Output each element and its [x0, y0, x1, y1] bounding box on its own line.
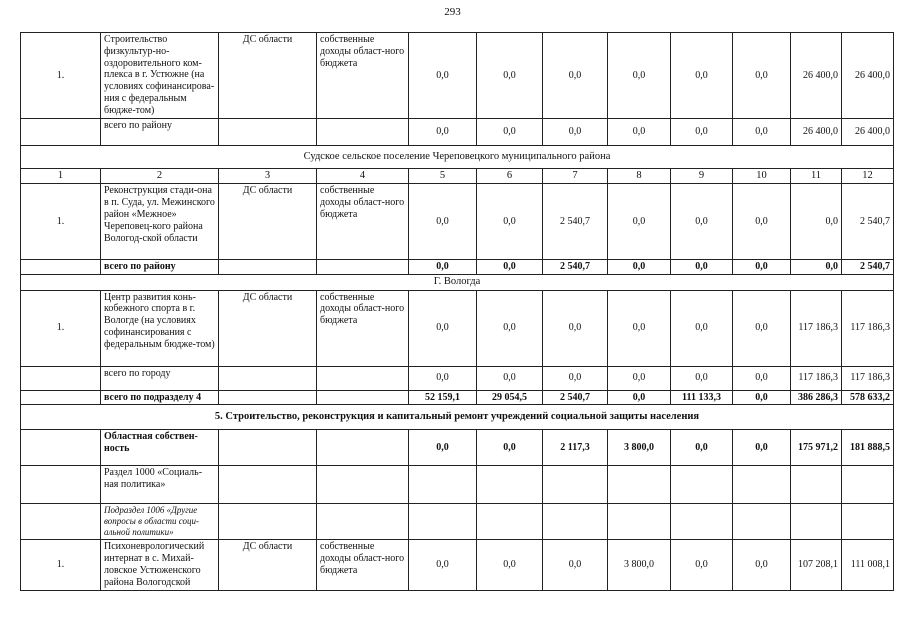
- amount-cell: 52 159,1: [409, 390, 477, 405]
- amount-cell: [791, 504, 842, 540]
- funding-source-cell: собственные доходы област-ного бюджета: [317, 290, 409, 366]
- amount-cell: [671, 504, 733, 540]
- amount-cell: 0,0: [608, 119, 671, 146]
- amount-cell: 2 117,3: [543, 430, 608, 466]
- amount-cell: [671, 466, 733, 504]
- amount-cell: 0,0: [477, 260, 543, 275]
- executor-cell: ДС области: [219, 290, 317, 366]
- amount-cell: 0,0: [543, 290, 608, 366]
- amount-cell: 26 400,0: [842, 119, 894, 146]
- amount-cell: 0,0: [409, 290, 477, 366]
- amount-cell: 0,0: [477, 540, 543, 590]
- amount-cell: 0,0: [671, 290, 733, 366]
- amount-cell: 0,0: [608, 390, 671, 405]
- row-number-cell: [21, 430, 101, 466]
- amount-cell: 0,0: [671, 540, 733, 590]
- section-heading: Г. Вологда: [21, 275, 894, 290]
- amount-cell: [477, 504, 543, 540]
- amount-cell: 0,0: [477, 430, 543, 466]
- row-number-cell: 1.: [21, 33, 101, 119]
- amount-cell: 0,0: [409, 366, 477, 390]
- amount-cell: 0,0: [477, 33, 543, 119]
- amount-cell: 0,0: [608, 184, 671, 260]
- amount-cell: 0,0: [477, 119, 543, 146]
- item-name: Областная собствен-ность: [101, 430, 219, 466]
- amount-cell: 3 800,0: [608, 540, 671, 590]
- item-name: Реконструкция стади-она в п. Суда, ул. Межинского район «Межное» Череповец-кого района Вологод-ской области: [101, 184, 219, 260]
- amount-cell: 0,0: [608, 366, 671, 390]
- table-row: [21, 390, 894, 405]
- page-number: 293: [444, 6, 461, 18]
- table-row: [21, 504, 894, 540]
- amount-cell: [477, 466, 543, 504]
- funding-source-cell: [317, 466, 409, 504]
- table-row: [21, 430, 894, 466]
- amount-cell: 0,0: [733, 430, 791, 466]
- table-row: [21, 169, 894, 184]
- amount-cell: [733, 504, 791, 540]
- funding-source-cell: [317, 504, 409, 540]
- amount-cell: 26 400,0: [842, 33, 894, 119]
- table-row: [21, 275, 894, 290]
- column-number: 3: [219, 169, 317, 184]
- funding-source-cell: собственные доходы област-ного бюджета: [317, 184, 409, 260]
- funding-source-cell: [317, 260, 409, 275]
- amount-cell: 3 800,0: [608, 430, 671, 466]
- item-name: всего по городу: [101, 366, 219, 390]
- row-number-cell: [21, 366, 101, 390]
- row-number-cell: 1.: [21, 184, 101, 260]
- amount-cell: 2 540,7: [543, 390, 608, 405]
- amount-cell: [608, 466, 671, 504]
- amount-cell: [409, 504, 477, 540]
- amount-cell: 2 540,7: [543, 260, 608, 275]
- funding-source-cell: [317, 366, 409, 390]
- column-number: 6: [477, 169, 543, 184]
- amount-cell: [733, 466, 791, 504]
- amount-cell: 386 286,3: [791, 390, 842, 405]
- item-name: Строительство физкультур-но-оздоровительного ком-плекса в г. Устюжне (на условиях софинансирова-ния с федеральным бюдже-том): [101, 33, 219, 119]
- amount-cell: 0,0: [409, 430, 477, 466]
- amount-cell: 0,0: [733, 366, 791, 390]
- executor-cell: [219, 119, 317, 146]
- column-number: 12: [842, 169, 894, 184]
- amount-cell: 0,0: [733, 540, 791, 590]
- amount-cell: 0,0: [543, 366, 608, 390]
- amount-cell: 0,0: [409, 260, 477, 275]
- amount-cell: [543, 504, 608, 540]
- amount-cell: 0,0: [671, 119, 733, 146]
- row-number-cell: [21, 260, 101, 275]
- item-name: Психоневрологический интернат в с. Михай-ловское Устюженского района Вологодской: [101, 540, 219, 590]
- column-number: 10: [733, 169, 791, 184]
- amount-cell: 0,0: [543, 540, 608, 590]
- amount-cell: 107 208,1: [791, 540, 842, 590]
- amount-cell: 0,0: [671, 184, 733, 260]
- amount-cell: 2 540,7: [842, 260, 894, 275]
- amount-cell: 0,0: [543, 119, 608, 146]
- column-number: 2: [101, 169, 219, 184]
- item-name: всего по подразделу 4: [101, 390, 219, 405]
- amount-cell: 29 054,5: [477, 390, 543, 405]
- executor-cell: ДС области: [219, 33, 317, 119]
- amount-cell: [842, 504, 894, 540]
- executor-cell: [219, 260, 317, 275]
- funding-source-cell: собственные доходы област-ного бюджета: [317, 540, 409, 590]
- amount-cell: 26 400,0: [791, 33, 842, 119]
- amount-cell: 111 133,3: [671, 390, 733, 405]
- table-row: [21, 33, 894, 119]
- funding-source-cell: [317, 430, 409, 466]
- row-number-cell: 1.: [21, 540, 101, 590]
- amount-cell: 0,0: [608, 260, 671, 275]
- amount-cell: [842, 466, 894, 504]
- amount-cell: 0,0: [733, 184, 791, 260]
- amount-cell: [608, 504, 671, 540]
- column-number: 7: [543, 169, 608, 184]
- amount-cell: 0,0: [477, 290, 543, 366]
- item-name: всего по району: [101, 260, 219, 275]
- executor-cell: ДС области: [219, 540, 317, 590]
- executor-cell: [219, 390, 317, 405]
- funding-source-cell: собственные доходы област-ного бюджета: [317, 33, 409, 119]
- amount-cell: 0,0: [733, 119, 791, 146]
- table-row: [21, 540, 894, 590]
- item-name: Раздел 1000 «Социаль-ная политика»: [101, 466, 219, 504]
- column-number: 11: [791, 169, 842, 184]
- amount-cell: 0,0: [409, 119, 477, 146]
- funding-source-cell: [317, 390, 409, 405]
- amount-cell: 117 186,3: [791, 366, 842, 390]
- row-number-cell: [21, 466, 101, 504]
- executor-cell: [219, 466, 317, 504]
- amount-cell: 0,0: [477, 184, 543, 260]
- column-number: 4: [317, 169, 409, 184]
- budget-table: [20, 32, 894, 591]
- amount-cell: 175 971,2: [791, 430, 842, 466]
- amount-cell: [791, 466, 842, 504]
- item-name: Центр развития конь-кобежного спорта в г. Вологде (на условиях софинансирования с федеральным бюдже-том): [101, 290, 219, 366]
- amount-cell: [543, 466, 608, 504]
- table-row: [21, 184, 894, 260]
- amount-cell: 0,0: [409, 33, 477, 119]
- amount-cell: 0,0: [543, 33, 608, 119]
- amount-cell: 0,0: [791, 260, 842, 275]
- amount-cell: 0,0: [409, 540, 477, 590]
- row-number-cell: 1.: [21, 290, 101, 366]
- amount-cell: 0,0: [477, 366, 543, 390]
- amount-cell: 2 540,7: [842, 184, 894, 260]
- amount-cell: 0,0: [671, 33, 733, 119]
- table-row: [21, 119, 894, 146]
- column-number: 8: [608, 169, 671, 184]
- column-number: 1: [21, 169, 101, 184]
- table-row: [21, 405, 894, 430]
- column-number: 5: [409, 169, 477, 184]
- amount-cell: 0,0: [671, 366, 733, 390]
- amount-cell: 0,0: [608, 290, 671, 366]
- row-number-cell: [21, 119, 101, 146]
- amount-cell: 0,0: [733, 260, 791, 275]
- amount-cell: 0,0: [733, 290, 791, 366]
- amount-cell: 0,0: [733, 390, 791, 405]
- amount-cell: 0,0: [409, 184, 477, 260]
- section-heading: Судское сельское поселение Череповецкого муниципального района: [21, 146, 894, 169]
- row-number-cell: [21, 504, 101, 540]
- table-row: [21, 366, 894, 390]
- amount-cell: [409, 466, 477, 504]
- executor-cell: [219, 366, 317, 390]
- amount-cell: 0,0: [671, 260, 733, 275]
- item-name: всего по району: [101, 119, 219, 146]
- executor-cell: [219, 504, 317, 540]
- amount-cell: 117 186,3: [842, 366, 894, 390]
- column-number: 9: [671, 169, 733, 184]
- amount-cell: 111 008,1: [842, 540, 894, 590]
- executor-cell: [219, 430, 317, 466]
- funding-source-cell: [317, 119, 409, 146]
- table-row: [21, 466, 894, 504]
- item-name: Подраздел 1006 «Другие вопросы в области соци-альной политики»: [101, 504, 219, 540]
- row-number-cell: [21, 390, 101, 405]
- amount-cell: 578 633,2: [842, 390, 894, 405]
- section-heading: 5. Строительство, реконструкция и капитальный ремонт учреждений социальной защиты населения: [21, 405, 894, 430]
- table-row: [21, 146, 894, 169]
- amount-cell: 26 400,0: [791, 119, 842, 146]
- amount-cell: 181 888,5: [842, 430, 894, 466]
- amount-cell: 117 186,3: [791, 290, 842, 366]
- amount-cell: 117 186,3: [842, 290, 894, 366]
- table-row: [21, 260, 894, 275]
- amount-cell: 0,0: [608, 33, 671, 119]
- executor-cell: ДС области: [219, 184, 317, 260]
- amount-cell: 0,0: [791, 184, 842, 260]
- table-row: [21, 290, 894, 366]
- amount-cell: 0,0: [671, 430, 733, 466]
- amount-cell: 2 540,7: [543, 184, 608, 260]
- amount-cell: 0,0: [733, 33, 791, 119]
